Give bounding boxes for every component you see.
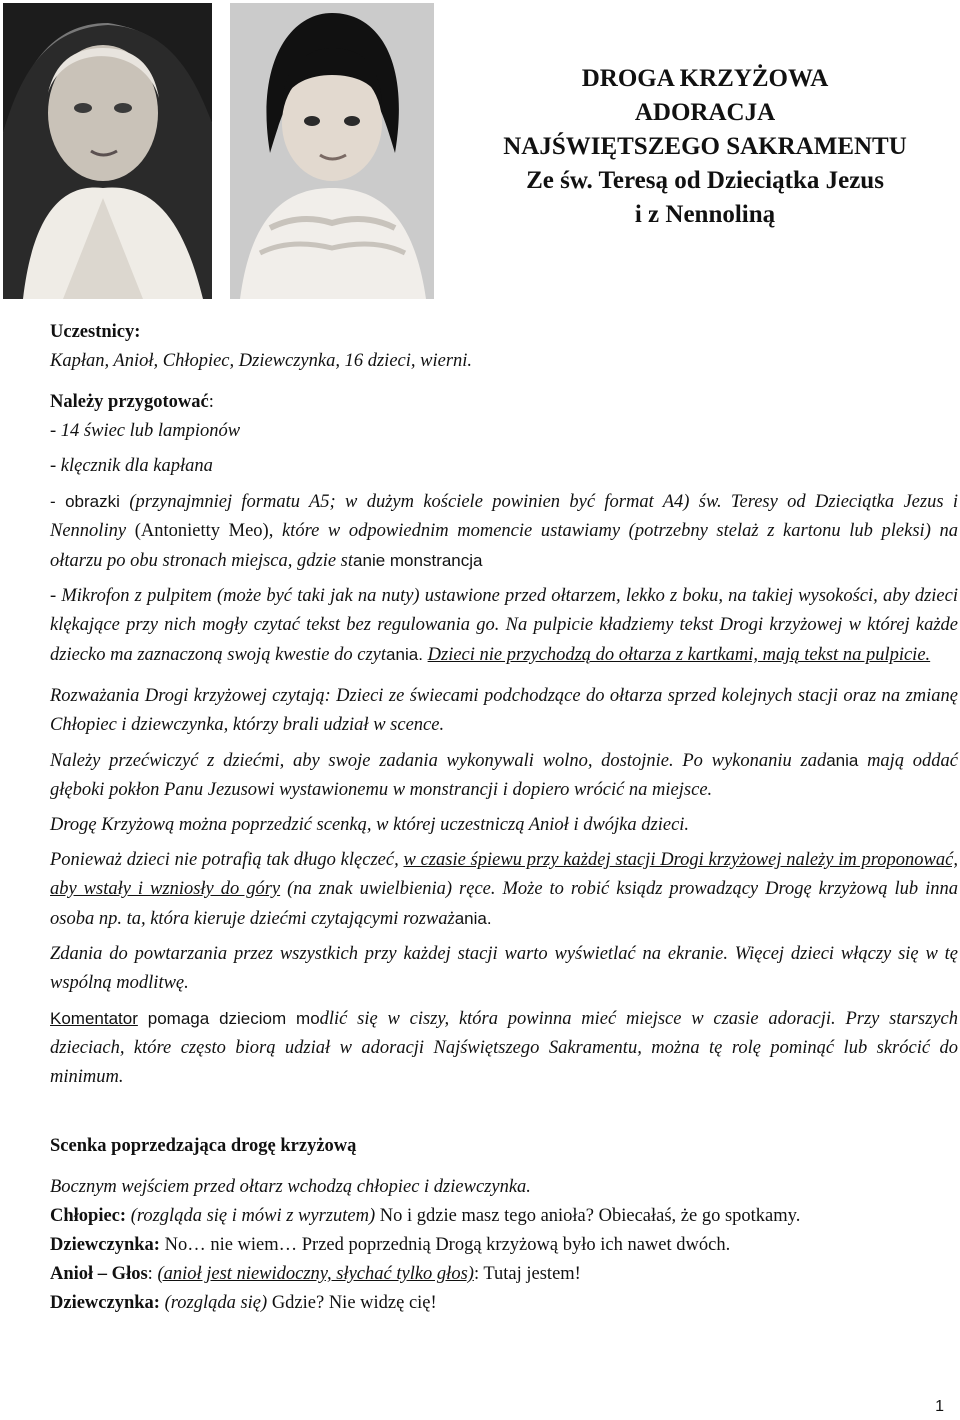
speaker-girl-1: Dziewczynka: [50, 1235, 160, 1255]
scene-heading: Scenka poprzedzająca drogę krzyżową [50, 1136, 357, 1156]
paragraph-rehearsal [50, 746, 958, 805]
rehearsal-text-end: mają oddać głęboki pokłon Panu Jezusowi wystawionemu w monstrancji i dopiero wrócić na miejsce. [50, 751, 958, 800]
angel-colon: : [147, 1264, 158, 1284]
title-line-1: DROGA KRZYŻOWA [581, 65, 829, 92]
line-girl-1: No… nie wiem… Przed poprzednią Drogą krzyżową było ich nawet dwóch. [159, 1235, 731, 1255]
prepare-item-kneeler: - klęcznik dla kapłana [50, 456, 213, 476]
prepare-item-candles: - 14 świec lub lampionów [50, 421, 241, 441]
scene-intro: Bocznym wejściem przed ołtarz wchodzą chłopiec i dziewczynka. [50, 1177, 531, 1197]
scene-line-girl-1 [50, 1231, 958, 1260]
pictures-desc: (przynajmniej formatu A5; w dużym kościele powinien być format A4) św. Teresy od Dzieciątka Jezus i Nennoliny [50, 492, 958, 541]
participants-list: Kapłan, Anioł, Chłopiec, Dziewczynka, 16 dzieci, wierni. [50, 351, 473, 371]
scene-line-angel [50, 1260, 958, 1289]
standing-text: Ponieważ dzieci nie potrafią tak długo klęczeć, [50, 850, 404, 870]
commentator-text: pomaga dzieciom mo [137, 1009, 320, 1028]
document-title [455, 62, 955, 232]
paragraph-standing [50, 846, 958, 934]
direction-angel: (anioł jest niewidoczny, słychać tylko głos) [157, 1264, 474, 1284]
line-girl-2: Gdzie? Nie widzę cię! [267, 1293, 437, 1313]
title-line-3: NAJŚWIĘTSZEGO SAKRAMENTU [503, 133, 907, 160]
pictures-lead: - obrazki [50, 492, 130, 511]
document-body [50, 318, 958, 1318]
commentator-label: Komentator [50, 1009, 138, 1028]
direction-boy: (rozgląda się i mówi z wyrzutem) [126, 1206, 376, 1226]
photo-nennolina [230, 3, 434, 299]
title-line-2: ADORACJA [634, 99, 776, 126]
scene-line-boy [50, 1202, 958, 1231]
paragraph-screen: Zdania do powtarzania przez wszystkich przy każdej stacji warto wyświetlać na ekranie. Więcej dzieci włączy się w tę wspólną modlitwę. [50, 944, 958, 993]
speaker-boy: Chłopiec: [50, 1206, 127, 1226]
photo-saint-therese [3, 3, 212, 299]
scene-line-girl-2 [50, 1289, 958, 1318]
microphone-note: Dzieci nie przychodzą do ołtarza z kartkami, mają tekst na pulpicie. [427, 645, 931, 665]
pictures-end: anie monstrancja [353, 551, 483, 570]
prepare-heading-text: Należy przygotować [50, 392, 209, 412]
commentator-text-2: dlić się w ciszy, która powinna mieć miejsce w czasie adoracji. Przy starszych dzieciach, które często biorą udział w adoracji Najświętszego Sakramentu, można tę rolę pomi [50, 1009, 958, 1058]
pictures-name: (Antonietty Meo), [134, 521, 282, 541]
prepare-item-microphone [50, 582, 958, 670]
participants-heading: Uczestnicy: [50, 322, 141, 342]
standing-text-end: ania. [454, 909, 492, 928]
rehearsal-text: Należy przećwiczyć z dziećmi, aby swoje zadania wykonywali wolno, dostojnie. Po wykonaniu zad [50, 751, 827, 771]
page-number: 1 [935, 1398, 944, 1415]
paragraph-commentator [50, 1004, 958, 1092]
speaker-angel: Anioł – Głos [50, 1264, 148, 1284]
paragraph-scene-intro: Drogę Krzyżową można poprzedzić scenką, w której uczestniczą Anioł i dwójka dzieci. [50, 815, 690, 835]
microphone-text-end: ania. [386, 645, 428, 664]
line-boy: No i gdzie masz tego anioła? Obiecałaś, że go spotkamy. [375, 1206, 801, 1226]
speaker-girl-2: Dziewczynka: [50, 1293, 160, 1313]
line-angel: : Tutaj jestem! [473, 1264, 581, 1284]
commentator-text-end: nąć lub skrócić do minimum. [50, 1038, 959, 1087]
standing-underlined: w czasie śpiewu przy każdej stacji Drogi krzyżowej należy im proponować, aby wstały i wzniosły do góry [50, 850, 958, 899]
direction-girl-2: (rozgląda się) [159, 1293, 268, 1313]
pictures-placement: które w odpowiednim momencie ustawiamy (potrzebny stelaż z kartonu lub pleksi) na ołtarzu po obu stronach miejsca, gdzie st [50, 521, 958, 571]
title-line-4: Ze św. Teresą od Dzieciątka Jezus [526, 167, 884, 194]
standing-text-2: (na znak uwielbienia) ręce. Może to robić ksiądz prowadzący Drogę krzyżową lub inna osoba np. ta, która kieruje dziećmi czytającymi rozważ [50, 879, 958, 929]
prepare-heading [50, 388, 958, 417]
rehearsal-text-mid: ania [826, 751, 859, 770]
microphone-text: - Mikrofon z pulpitem (może być taki jak na nuty) ustawione przed ołtarzem, lekko z boku, na takiej wysokości, aby dzieci klękające przy nich mogły czytać tekst bez regulowania go. Na pulpicie kładziemy tekst Drogi krzyżowej w której każde dziecko ma zaznaczoną swoją kwestie do czyt [50, 586, 958, 665]
prepare-heading-colon: : [208, 392, 214, 412]
paragraph-readers: Rozważania Drogi krzyżowej czytają: Dzieci ze świecami podchodzące do ołtarza sprzed kolejnych stacji oraz na zmianę Chłopiec i dziewczynka, którzy brali udział w scence. [50, 686, 958, 735]
prepare-item-pictures [50, 487, 958, 576]
title-line-5: i z Nennoliną [634, 201, 776, 228]
